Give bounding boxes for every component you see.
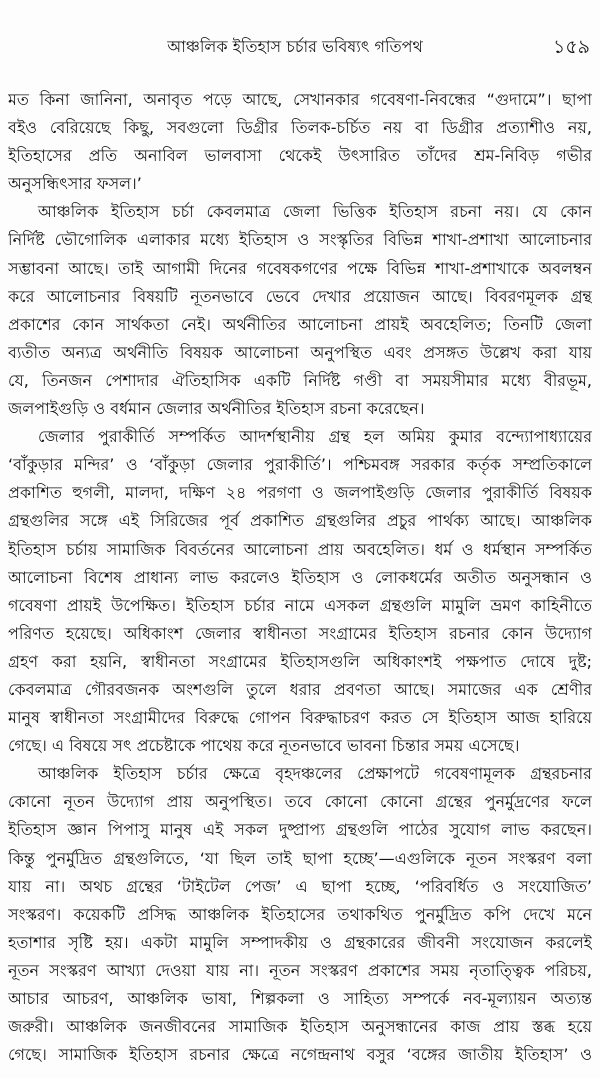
text-line: মত কিনা জানিনা, অনাবৃত পড়ে আছে, সেখানকার গবেষণা-নিবন্ধের “গুদামে”। ছাপা — [8, 90, 592, 109]
text-line: ইতিহাস জ্ঞান পিপাসু মানুষ এই সকল দুষ্প্রাপ্য গ্রন্থগুলি পাঠের সুযোগ লাভ করছেন। — [8, 820, 592, 840]
text-line: নূতন সংস্করণ আখ্যা দেওয়া যায় না। নূতন সংস্করণ প্রকাশের সময় নৃতাত্ত্বিক পরিচয়, — [8, 960, 592, 980]
text-line: নির্দিষ্ট ভৌগোলিক এলাকার মধ্যে ইতিহাস ও সংস্কৃতির বিভিন্ন শাখা-প্রশাখা আলোচনার — [8, 230, 592, 250]
paragraph — [8, 760, 592, 1069]
text-line: পরিণত হয়েছে। অধিকাংশ জেলার স্বাধীনতা সংগ্রামের ইতিহাস রচনার কোন উদ্যোগ — [8, 623, 592, 643]
text-line: ইতিহাসের প্রতি অনাবিল ভালবাসা থেকেই উৎসারিত তাঁদের শ্রম-নিবিড় গভীর — [8, 146, 592, 166]
running-header — [0, 33, 600, 61]
text-line: আলোচনা বিশেষ প্রাধান্য লাভ করলেও ইতিহাস ও লোকধর্মের অতীত অনুসন্ধান ও — [8, 567, 592, 587]
text-line: গবেষণা প্রায়ই উপেক্ষিত। ইতিহাস চর্চার নামে এসকল গ্রন্থগুলি মামুলি ভ্রমণ কাহিনীতে — [8, 595, 592, 615]
text-line: গেছে। এ বিষয়ে সৎ প্রচেষ্টাকে পাথেয় করে নূতনভাবে ভাবনা চিন্তার সময় এসেছে। — [8, 736, 520, 756]
text-line: ইতিহাস চর্চায় সামাজিক বিবর্তনের আলোচনা প্রায় অবহেলিত। ধর্ম ও ধর্মস্থান সম্পর্কিত — [8, 539, 592, 559]
paragraph — [8, 423, 592, 760]
text-line: গ্রহণ করা হয়নি, স্বাধীনতা সংগ্রামের ইতিহাসগুলি অধিকাংশই পক্ষপাত দোষে দুষ্ট; — [8, 651, 592, 671]
text-line: অনুসন্ধিৎসার ফসল।’ — [8, 174, 142, 194]
text-line: কেবলমাত্র গৌরবজনক অংশগুলি তুলে ধরার প্রবণতা আছে। সমাজের এক শ্রেণীর — [8, 679, 592, 699]
text-line: মানুষ স্বাধীনতা সংগ্রামীদের বিরুদ্ধে গোপন বিরুদ্ধাচরণ করত সে ইতিহাস আজ হারিয়ে — [8, 708, 592, 728]
text-line: জলপাইগুড়ি ও বর্ধমান জেলার অর্থনীতির ইতিহাস রচনা করেছেন। — [8, 399, 425, 419]
text-line: ব্যতীত অন্যত্র অর্থনীতি বিষয়ক আলোচনা অনুপস্থিত এবং প্রসঙ্গত উল্লেখ করা যায় — [8, 342, 592, 362]
text-line: জেলার পুরাকীর্তি সম্পর্কিত আদর্শস্থানীয় গ্রন্থ হল অমিয় কুমার বন্দ্যোপাধ্যায়ের — [38, 427, 592, 447]
text-line: যায় না। অথচ গ্রন্থের ‘টাইটেল পেজ’ এ ছাপা হচ্ছে, ‘পরিবর্ধিত ও সংযোজিত’ — [8, 876, 592, 896]
text-line: প্রকাশের কোন সার্থকতা নেই। অর্থনীতির আলোচনা প্রায়ই অবহেলিত; তিনটি জেলা — [8, 314, 592, 334]
text-line: হতাশার সৃষ্টি হয়। একটা মামুলি সম্পাদকীয় ও গ্রন্থকারের জীবনী সংযোজন করলেই — [8, 932, 592, 952]
text-line: আঞ্চলিক ইতিহাস চর্চা কেবলমাত্র জেলা ভিত্তিক ইতিহাস রচনা নয়। যে কোন — [38, 202, 592, 222]
text-line: সম্ভাবনা আছে। তাই আগামী দিনের গবেষকগণের পক্ষে বিভিন্ন শাখা-প্রশাখাকে অবলম্বন — [8, 258, 592, 278]
paragraph — [8, 198, 592, 423]
page-number: ১৫৯ — [553, 36, 590, 58]
text-line: প্রকাশিত হুগলী, মালদা, দক্ষিণ ২৪ পরগণা ও জলপাইগুড়ি জেলার পুরাকীর্তি বিষয়ক — [8, 483, 592, 503]
text-line: কোনো নূতন উদ্যোগ প্রায় অনুপস্থিত। তবে কোনো কোনো গ্রন্থের পুনর্মুদ্রণের ফলে — [8, 792, 592, 812]
text-line: আচার আচরণ, আঞ্চলিক ভাষা, শিল্পকলা ও সাহিত্য সম্পর্কে নব-মূল্যায়ন অত্যন্ত — [8, 989, 592, 1008]
text-line: কিন্তু পুনর্মুদ্রিত গ্রন্থগুলিতে, ‘যা ছিল তাই ছাপা হচ্ছে’—এগুলিকে নূতন সংস্করণ বলা — [8, 848, 592, 868]
body-text — [8, 86, 592, 1069]
paragraph — [8, 86, 592, 198]
text-line: জরুরী। আঞ্চলিক জনজীবনের সামাজিক ইতিহাস অনুসন্ধানের কাজ প্রায় স্তব্ধ হয়ে — [8, 1017, 592, 1037]
text-line: সংস্করণ। কয়েকটি প্রসিদ্ধ আঞ্চলিক ইতিহাসের তথাকথিত পুনর্মুদ্রিত কপি দেখে মনে — [8, 904, 592, 924]
page-title: আঞ্চলিক ইতিহাস চর্চার ভবিষ্যৎ গতিপথ — [167, 37, 423, 56]
text-line: বইও বেরিয়েছে কিছু, সবগুলো ডিগ্রীর তিলক-চর্চিত নয় বা ডিগ্রীর প্রত্যাশীও নয়, — [8, 118, 592, 138]
text-line: গ্রন্থগুলির সঙ্গে এই সিরিজের পূর্ব প্রকাশিত গ্রন্থগুলির প্রচুর পার্থক্য আছে। আঞ্চলিক — [8, 511, 592, 531]
text-line: ‘বাঁকুড়ার মন্দির’ ও ‘বাঁকুড়া জেলার পুরাকীর্তি’। পশ্চিমবঙ্গ সরকার কর্তৃক সম্প্রতিকালে — [8, 455, 592, 475]
text-line: আঞ্চলিক ইতিহাস চর্চার ক্ষেত্রে বৃহদঞ্চলের প্রেক্ষাপটে গবেষণামূলক গ্রন্থরচনার — [38, 764, 592, 784]
text-line: করে আলোচনার বিষয়টি নূতনভাবে ভেবে দেখার প্রয়োজন আছে। বিবরণমূলক গ্রন্থ — [8, 286, 592, 306]
text-line: গেছে। সামাজিক ইতিহাস রচনার ক্ষেত্রে নগেন্দ্রনাথ বসুর ‘বঙ্গের জাতীয় ইতিহাস’ ও — [8, 1045, 592, 1065]
text-line: যে, তিনজন পেশাদার ঐতিহাসিক একটি নির্দিষ্ট গণ্ডী বা সময়সীমার মধ্যে বীরভূম, — [8, 370, 592, 390]
